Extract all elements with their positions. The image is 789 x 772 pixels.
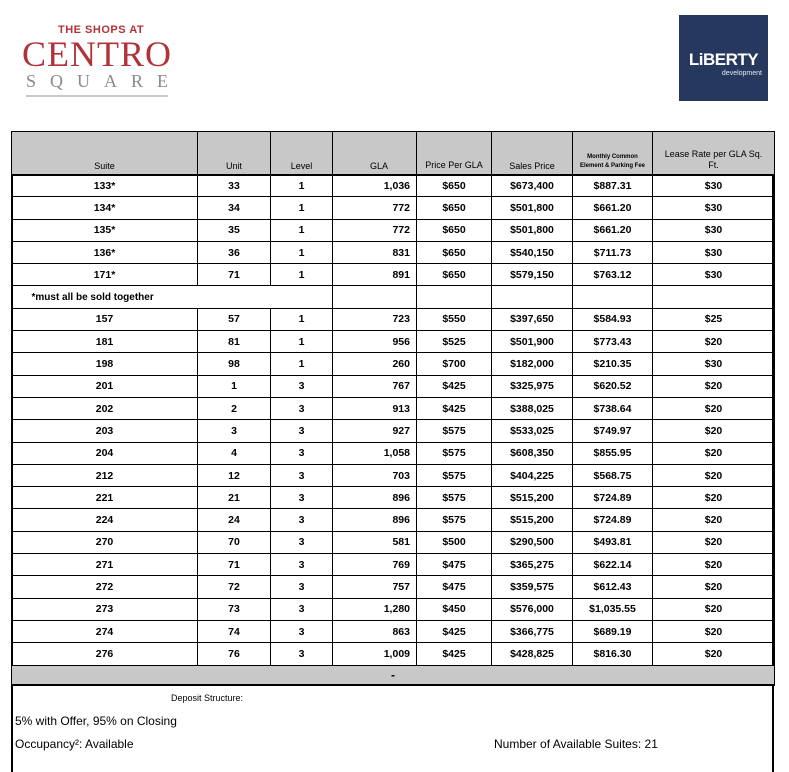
col-header-suite: Suite: [12, 132, 198, 175]
logo-divider: [26, 95, 168, 97]
cell-level: 3: [271, 509, 333, 531]
cell-unit: 36: [198, 241, 271, 263]
cell-sales-price: $540,150: [492, 241, 573, 263]
cell-level: 3: [271, 420, 333, 442]
cell-monthly-fee: $661.20: [573, 219, 653, 241]
liberty-development-logo: [679, 15, 768, 101]
table-row: [12, 197, 775, 219]
table-header-row: [12, 132, 775, 175]
centro-square-logo: [20, 20, 183, 100]
cell-monthly-fee: $738.64: [573, 397, 653, 419]
cell-lease-rate: $30: [653, 219, 775, 241]
cell-gla: 703: [333, 464, 417, 486]
cell-lease-rate: $20: [653, 598, 775, 620]
cell-lease-rate: $30: [653, 241, 775, 263]
cell-level: 3: [271, 576, 333, 598]
cell-unit: 76: [198, 643, 271, 665]
cell-price-per-gla: $425: [417, 643, 492, 665]
cell-sales-price: $365,275: [492, 554, 573, 576]
cell-unit: 74: [198, 620, 271, 642]
cell-suite: 221: [12, 487, 198, 509]
cell-level: 3: [271, 620, 333, 642]
cell-sales-price: $397,650: [492, 308, 573, 330]
note-blank-cell: [333, 286, 417, 308]
cell-gla: 581: [333, 531, 417, 553]
cell-monthly-fee: $620.52: [573, 375, 653, 397]
cell-price-per-gla: $650: [417, 241, 492, 263]
cell-suite: 133*: [12, 175, 198, 197]
table-row: [12, 487, 775, 509]
cell-sales-price: $501,800: [492, 219, 573, 241]
cell-monthly-fee: $568.75: [573, 464, 653, 486]
cell-level: 3: [271, 531, 333, 553]
cell-sales-price: $182,000: [492, 353, 573, 375]
cell-unit: 24: [198, 509, 271, 531]
cell-lease-rate: $20: [653, 442, 775, 464]
col-header-price-per-gla: Price Per GLA: [417, 132, 492, 175]
cell-suite: 204: [12, 442, 198, 464]
logo-subtitle: SQUARE: [26, 71, 183, 91]
cell-suite: 274: [12, 620, 198, 642]
cell-price-per-gla: $500: [417, 531, 492, 553]
logo-wordmark: CENTRO: [22, 34, 172, 74]
table-row: [12, 175, 775, 197]
table-row: [12, 241, 775, 263]
table-row: [12, 442, 775, 464]
occupancy-status: Occupancy²: Available: [15, 737, 134, 751]
cell-monthly-fee: $210.35: [573, 353, 653, 375]
cell-sales-price: $533,025: [492, 420, 573, 442]
cell-lease-rate: $20: [653, 375, 775, 397]
cell-unit: 12: [198, 464, 271, 486]
table-row: [12, 576, 775, 598]
cell-monthly-fee: $622.14: [573, 554, 653, 576]
table-row: [12, 331, 775, 353]
cell-monthly-fee: $763.12: [573, 264, 653, 286]
table-row: [12, 375, 775, 397]
cell-gla: 757: [333, 576, 417, 598]
cell-price-per-gla: $700: [417, 353, 492, 375]
cell-level: 1: [271, 197, 333, 219]
cell-gla: 772: [333, 219, 417, 241]
cell-monthly-fee: $612.43: [573, 576, 653, 598]
group-note: *must all be sold together: [12, 286, 271, 308]
cell-price-per-gla: $575: [417, 464, 492, 486]
cell-level: 1: [271, 175, 333, 197]
cell-unit: 4: [198, 442, 271, 464]
cell-price-per-gla: $650: [417, 197, 492, 219]
cell-gla: 260: [333, 353, 417, 375]
cell-gla: 896: [333, 509, 417, 531]
note-blank-cell: [573, 286, 653, 308]
cell-gla: 767: [333, 375, 417, 397]
table-row: [12, 420, 775, 442]
cell-price-per-gla: $650: [417, 219, 492, 241]
table-note-group: [12, 286, 775, 308]
cell-lease-rate: $20: [653, 509, 775, 531]
note-blank-cell: [653, 286, 775, 308]
cell-suite: 134*: [12, 197, 198, 219]
cell-lease-rate: $20: [653, 464, 775, 486]
cell-price-per-gla: $425: [417, 397, 492, 419]
cell-sales-price: $388,025: [492, 397, 573, 419]
cell-level: 1: [271, 219, 333, 241]
cell-sales-price: $366,775: [492, 620, 573, 642]
cell-unit: 71: [198, 264, 271, 286]
cell-unit: 33: [198, 175, 271, 197]
cell-suite: 212: [12, 464, 198, 486]
cell-gla: 723: [333, 308, 417, 330]
cell-price-per-gla: $650: [417, 264, 492, 286]
table-row: [12, 264, 775, 286]
cell-monthly-fee: $493.81: [573, 531, 653, 553]
cell-price-per-gla: $575: [417, 509, 492, 531]
table-row: [12, 598, 775, 620]
cell-unit: 3: [198, 420, 271, 442]
cell-unit: 2: [198, 397, 271, 419]
cell-gla: 1,058: [333, 442, 417, 464]
cell-monthly-fee: $816.30: [573, 643, 653, 665]
table-row: [12, 509, 775, 531]
cell-price-per-gla: $575: [417, 442, 492, 464]
cell-unit: 73: [198, 598, 271, 620]
cell-unit: 72: [198, 576, 271, 598]
cell-gla: 896: [333, 487, 417, 509]
cell-gla: 913: [333, 397, 417, 419]
cell-level: 3: [271, 397, 333, 419]
cell-sales-price: $325,975: [492, 375, 573, 397]
cell-unit: 35: [198, 219, 271, 241]
cell-sales-price: $501,800: [492, 197, 573, 219]
cell-suite: 135*: [12, 219, 198, 241]
cell-level: 1: [271, 353, 333, 375]
cell-lease-rate: $20: [653, 620, 775, 642]
table-footer-row: [12, 665, 775, 685]
cell-monthly-fee: $773.43: [573, 331, 653, 353]
cell-unit: 21: [198, 487, 271, 509]
available-suites-count: Number of Available Suites: 21: [494, 737, 658, 751]
col-header-monthly-fee: Monthly Common Element & Parking Fee: [573, 132, 653, 175]
cell-sales-price: $404,225: [492, 464, 573, 486]
cell-monthly-fee: $711.73: [573, 241, 653, 263]
cell-sales-price: $608,350: [492, 442, 573, 464]
table-body-group-2: [12, 308, 775, 665]
table-note-row: [12, 286, 775, 308]
cell-price-per-gla: $575: [417, 487, 492, 509]
cell-monthly-fee: $749.97: [573, 420, 653, 442]
cell-sales-price: $359,575: [492, 576, 573, 598]
cell-price-per-gla: $475: [417, 576, 492, 598]
logo-tagline: THE SHOPS AT: [58, 24, 145, 36]
cell-monthly-fee: $724.89: [573, 487, 653, 509]
cell-lease-rate: $20: [653, 531, 775, 553]
cell-price-per-gla: $550: [417, 308, 492, 330]
cell-price-per-gla: $425: [417, 620, 492, 642]
cell-lease-rate: $20: [653, 397, 775, 419]
table-row: [12, 353, 775, 375]
cell-gla: 769: [333, 554, 417, 576]
cell-lease-rate: $25: [653, 308, 775, 330]
note-blank-cell: [417, 286, 492, 308]
cell-price-per-gla: $475: [417, 554, 492, 576]
cell-sales-price: $501,900: [492, 331, 573, 353]
cell-unit: 57: [198, 308, 271, 330]
cell-price-per-gla: $650: [417, 175, 492, 197]
cell-gla: 1,036: [333, 175, 417, 197]
cell-level: 3: [271, 487, 333, 509]
cell-suite: 181: [12, 331, 198, 353]
cell-lease-rate: $30: [653, 197, 775, 219]
cell-level: 3: [271, 554, 333, 576]
cell-monthly-fee: $689.19: [573, 620, 653, 642]
cell-gla: 891: [333, 264, 417, 286]
cell-lease-rate: $30: [653, 175, 775, 197]
cell-sales-price: $579,150: [492, 264, 573, 286]
cell-suite: 198: [12, 353, 198, 375]
cell-unit: 81: [198, 331, 271, 353]
cell-sales-price: $515,200: [492, 509, 573, 531]
col-header-gla: GLA: [333, 132, 417, 175]
cell-suite: 273: [12, 598, 198, 620]
cell-level: 1: [271, 331, 333, 353]
cell-level: 1: [271, 308, 333, 330]
cell-sales-price: $428,825: [492, 643, 573, 665]
cell-level: 1: [271, 264, 333, 286]
cell-unit: 70: [198, 531, 271, 553]
cell-level: 3: [271, 598, 333, 620]
table-row: [12, 531, 775, 553]
cell-level: 3: [271, 442, 333, 464]
cell-sales-price: $515,200: [492, 487, 573, 509]
col-header-lease-rate: Lease Rate per GLA Sq. Ft.: [653, 132, 775, 175]
col-header-level: Level: [271, 132, 333, 175]
cell-gla: 956: [333, 331, 417, 353]
cell-gla: 1,280: [333, 598, 417, 620]
cell-gla: 772: [333, 197, 417, 219]
cell-gla: 927: [333, 420, 417, 442]
deposit-structure-label: Deposit Structure:: [171, 693, 244, 703]
table-body-group-1: [12, 175, 775, 286]
col-header-sales-price: Sales Price: [492, 132, 573, 175]
cell-monthly-fee: $724.89: [573, 509, 653, 531]
deposit-structure-value: 5% with Offer, 95% on Closing: [15, 714, 177, 728]
cell-lease-rate: $30: [653, 353, 775, 375]
cell-suite: 201: [12, 375, 198, 397]
cell-price-per-gla: $425: [417, 375, 492, 397]
table-footer-group: [12, 665, 775, 685]
cell-unit: 1: [198, 375, 271, 397]
cell-sales-price: $290,500: [492, 531, 573, 553]
table-row: [12, 308, 775, 330]
cell-level: 3: [271, 375, 333, 397]
table-row: [12, 620, 775, 642]
cell-price-per-gla: $450: [417, 598, 492, 620]
cell-lease-rate: $20: [653, 331, 775, 353]
note-blank-cell: [271, 286, 333, 308]
cell-lease-rate: $20: [653, 420, 775, 442]
cell-suite: 224: [12, 509, 198, 531]
cell-suite: 171*: [12, 264, 198, 286]
cell-lease-rate: $20: [653, 643, 775, 665]
cell-price-per-gla: $575: [417, 420, 492, 442]
cell-sales-price: $673,400: [492, 175, 573, 197]
cell-suite: 157: [12, 308, 198, 330]
cell-suite: 272: [12, 576, 198, 598]
cell-gla: 863: [333, 620, 417, 642]
table-row: [12, 643, 775, 665]
cell-level: 1: [271, 241, 333, 263]
cell-sales-price: $576,000: [492, 598, 573, 620]
cell-suite: 270: [12, 531, 198, 553]
cell-monthly-fee: $887.31: [573, 175, 653, 197]
cell-lease-rate: $20: [653, 487, 775, 509]
table-row: [12, 219, 775, 241]
table-row: [12, 397, 775, 419]
cell-level: 3: [271, 464, 333, 486]
cell-level: 3: [271, 643, 333, 665]
cell-monthly-fee: $855.95: [573, 442, 653, 464]
cell-suite: 271: [12, 554, 198, 576]
cell-suite: 136*: [12, 241, 198, 263]
liberty-wordmark: LiBERTY: [688, 50, 759, 69]
cell-suite: 202: [12, 397, 198, 419]
suites-table: [11, 131, 775, 686]
cell-unit: 71: [198, 554, 271, 576]
cell-suite: 276: [12, 643, 198, 665]
cell-monthly-fee: $1,035.55: [573, 598, 653, 620]
table-row: [12, 554, 775, 576]
cell-price-per-gla: $525: [417, 331, 492, 353]
cell-unit: 34: [198, 197, 271, 219]
cell-gla: 831: [333, 241, 417, 263]
note-blank-cell: [492, 286, 573, 308]
cell-suite: 203: [12, 420, 198, 442]
cell-lease-rate: $20: [653, 576, 775, 598]
col-header-unit: Unit: [198, 132, 271, 175]
cell-gla: 1,009: [333, 643, 417, 665]
table-row: [12, 464, 775, 486]
cell-monthly-fee: $584.93: [573, 308, 653, 330]
cell-lease-rate: $20: [653, 554, 775, 576]
cell-unit: 98: [198, 353, 271, 375]
table-footer-dash: -: [12, 665, 775, 685]
cell-lease-rate: $30: [653, 264, 775, 286]
cell-monthly-fee: $661.20: [573, 197, 653, 219]
liberty-subtitle: development: [721, 70, 762, 77]
